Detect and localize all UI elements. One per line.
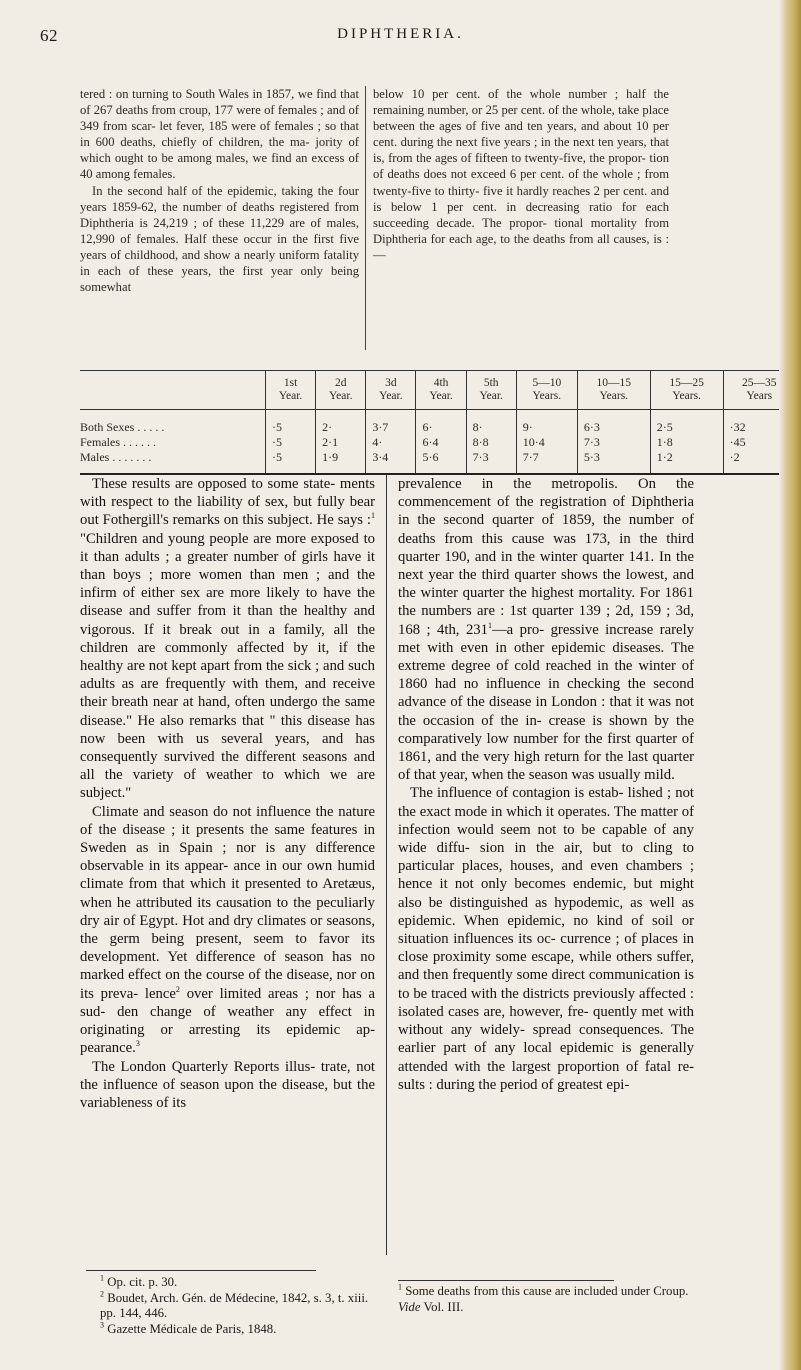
paragraph: In the second half of the epidemic, taking the four years 1859-62, the number of deaths registered from Diphtheria is 24,219 ; of these 11,229 are of males, 12,990 of females. Half these occur in the first five years of childhood, and show a nearly uniform fatality in each of these years, the first year only being somewhat [80,183,359,295]
table-cell: ·5 [266,450,316,474]
table-cell: 4· [366,435,416,450]
table-header-cell: 25—35 Years [723,371,795,410]
table-header-cell: 3d Year. [366,371,416,410]
footnote: $^2$ Boudet, Arch. Gén. de Médecine, 1842, s. 3, t. xiii. pp. 144, 446. [100,1289,369,1320]
table-header-cell: 2d Year. [316,371,366,410]
column-divider [386,475,387,1255]
footnote: $^3$ Gazette Médicale de Paris, 1848. [100,1320,277,1336]
table-cell: 8· [466,410,516,436]
paragraph: Climate and season do not influence the nature of the disease ; it presents the same features in Sweden as in Spain ; nor is any difference observable in its appear- ance in our own humid climate from that which it presented to Aretæus, when he attributed its causation to the peculiarly dry air of Egypt. Hot and dry climates or seasons, the germ being present, seem to favor its development. Yet difference of season has no marked effect on the course of the disease, nor on its preva- lence$^2$ over limited areas ; nor has a sud- den change of weather any effect in originating or arresting its epidemic ap- pearance.$^3$ [80,803,375,1057]
table-header-cell: 4th Year. [416,371,466,410]
table-cell: 3·7 [366,410,416,436]
table-cell: 6·4 [416,435,466,450]
paragraph: The influence of contagion is estab- lished ; not the exact mode in which it operates. The matter of infection would seem not to be capable of any wide diffu- sion in the air, but to cling to particular places, houses, and even chambers ; hence it not only becomes endemic, but might also be distinguished as hypodemic, as well as epidemic. When epidemic, no kind of soil or situation influences its oc- currence ; of places in close proximity some escape, while others suffer, and then frequently some direct communication is to be traced with the districts previously affected : isolated cases are, however, fre- quently met with without any widely- spread consequences. The earlier part of any local epidemic is generally attended with the largest proportion of fatal re- sults : during the period of greatest epi- [398,785,694,1093]
table-cell: 9· [516,410,577,436]
top-right-column [373,86,669,263]
table-header-cell: 5th Year. [466,371,516,410]
table-cell: 2· [316,410,366,436]
table-row [80,410,795,436]
footnotes-left [100,1275,375,1337]
table-header-blank [80,371,266,410]
table-cell: 6· [416,410,466,436]
table-cell: ·2 [723,450,795,474]
table-header-cell: 15—25 Years. [650,371,723,410]
row-label: Both Sexes . . . . . [80,420,165,434]
table-cell: ·45 [723,435,795,450]
table-cell: 6·3 [577,410,650,436]
table-cell: 2·1 [316,435,366,450]
table-row [80,435,795,450]
table-header-cell: 10—15 Years. [577,371,650,410]
page-number: 62 [40,26,58,45]
table-cell: 7·3 [466,450,516,474]
table-cell: 1·8 [650,435,723,450]
table-cell: ·32 [723,410,795,436]
table-cell: 5·3 [577,450,650,474]
footnotes-right [398,1284,694,1315]
running-title: DIPHTHERIA. [337,26,464,42]
footnote-rule [86,1270,316,1271]
footnote: $^1$ Some deaths from this cause are included under Croup. Vide Vol. III. [398,1282,689,1314]
bottom-right-column [398,475,694,1094]
table-cell: ·5 [266,435,316,450]
table-header-row [80,371,795,410]
footnote-rule [398,1280,614,1281]
footnote: $^1$ Op. cit. p. 30. [100,1273,178,1289]
column-divider [365,86,366,350]
paragraph: prevalence in the metropolis. On the commencement of the registration of Diphtheria in the second quarter of 1859, the number of deaths from this cause was 173, in the third quarter 190, and in the winter quarter 141. In the next year the third quarter shows the lowest, and the winter quarter the highest mortality. For 1861 the numbers are : 1st quarter 139 ; 2d, 159 ; 3d, 168 ; 4th, $231^1—a$ pro- gressive increase rarely met with even in other epidemic diseases. The extreme degree of cold reached in the winter of 1860 had no influence in checking the second advance of the disease in London : that it was not the occasion of the in- crease is shown by the comparatively low number for the first quarter of 1861, and the very high return for the last quarter of that year, when the season was usually mild. [398,476,694,784]
table-cell: 10·4 [516,435,577,450]
table-cell: 5·6 [416,450,466,474]
paragraph: These results are opposed to some state- ments with respect to the liability of sex, but fully bear out Fothergill's remarks on this subject. He says :$^1$ "Children and young people are more exposed to it than adults ; a greater number of girls have it than boys ; more women than men ; and the infirm of either sex are more likely to have the disease and suffer from it than the healthy and vigorous. If it break out in a family, all the children are commonly affected by it, if the healthy are not kept apart from the sick ; and such adults as are frequently with them, and receive their breath near at hand, often undergo the same disease." He also remarks that " this disease has now been with us several years, and has consequently survived the different seasons and all the variety of weather to which we are subject." [80,476,375,802]
mortality-table [80,370,795,475]
table-header-cell: 1st Year. [266,371,316,410]
table-cell: 2·5 [650,410,723,436]
paragraph: The London Quarterly Reports illus- trate, not the influence of season upon the disease, but the variableness of its [80,1058,375,1111]
top-left-column [80,86,359,295]
page-edge [779,0,801,1370]
table-row [80,450,795,474]
table-cell: 8·8 [466,435,516,450]
table-cell: ·5 [266,410,316,436]
paragraph: below 10 per cent. of the whole number ; half the remaining number, or 25 per cent. of the whole, take place between the ages of five and ten years, and about 10 per cent. during the next five years ; in the next ten years, that is, from the ages of fifteen to twenty-five, the propor- tion of deaths does not exceed 6 per cent. of the whole ; from twenty-five to thirty- five it hardly reaches 2 per cent. and is below 1 per cent. in decreasing ratio for each succeeding decade. The propor- tional mortality from Diphtheria for each age, to the deaths from all causes, is :— [373,87,669,262]
table-header-cell: 5—10 Years. [516,371,577,410]
table-cell: 1·9 [316,450,366,474]
row-label: Females . . . . . . [80,435,156,449]
table-cell: 7·7 [516,450,577,474]
row-label: Males . . . . . . . [80,450,266,474]
bottom-left-column [80,475,375,1112]
table-cell: 1·2 [650,450,723,474]
table-cell: 7·3 [577,435,650,450]
table-cell: 3·4 [366,450,416,474]
paragraph: tered : on turning to South Wales in 1857, we find that of 267 deaths from croup, 177 were of females ; and of 349 from scar- let fever, 185 were of females ; so that in 600 deaths, chiefly of children, the ma- jority of which ought to be among males, we find an excess of 40 among females. [80,87,359,182]
